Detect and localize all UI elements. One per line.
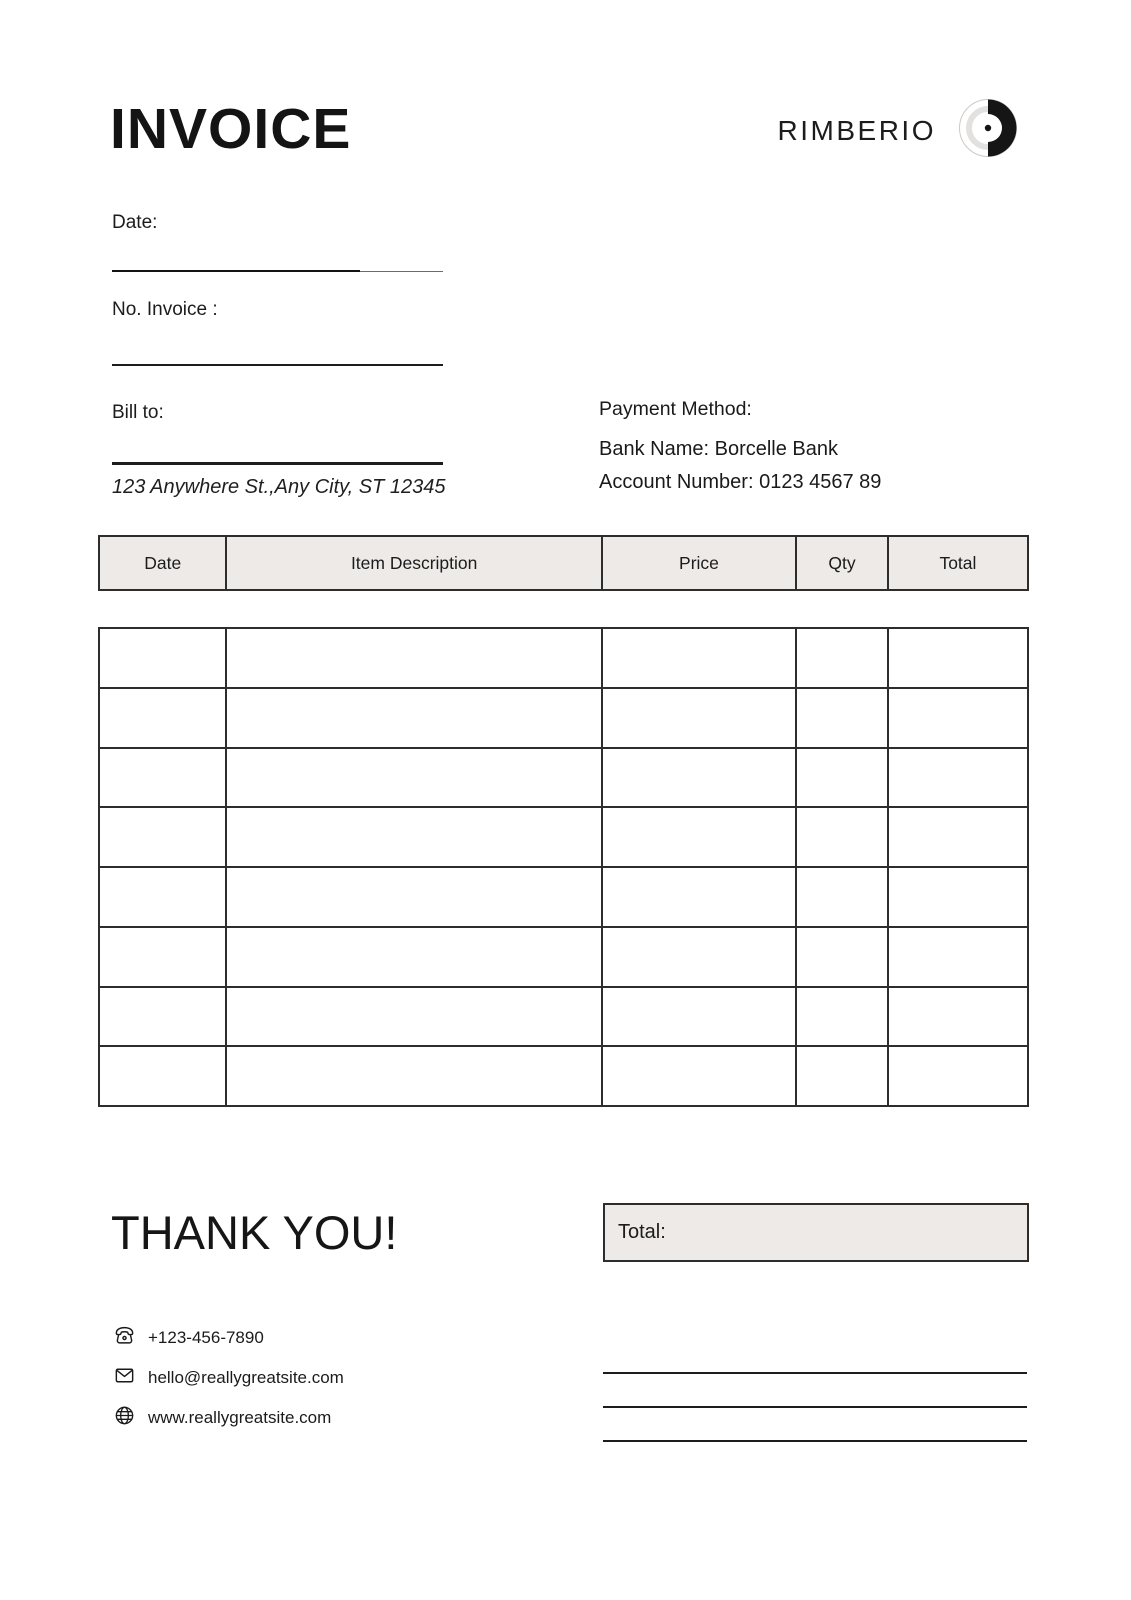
payment-method-block	[599, 398, 881, 494]
table-cell	[797, 928, 889, 986]
table-row	[100, 928, 1027, 988]
table-row	[100, 689, 1027, 749]
email-address: hello@reallygreatsite.com	[148, 1368, 344, 1387]
items-table-body	[98, 627, 1029, 1107]
envelope-icon	[113, 1364, 136, 1392]
table-cell	[603, 749, 797, 807]
date-blank-line	[112, 268, 443, 272]
table-cell	[889, 808, 1027, 866]
table-cell	[227, 808, 602, 866]
table-cell	[603, 808, 797, 866]
table-cell	[889, 868, 1027, 926]
page-title: INVOICE	[110, 97, 352, 161]
table-cell	[603, 868, 797, 926]
date-blank-line-main	[112, 270, 360, 273]
account-number: Account Number: 0123 4567 89	[599, 471, 882, 493]
table-cell	[227, 689, 602, 747]
table-cell	[603, 689, 797, 747]
table-cell	[889, 689, 1027, 747]
brand-logo-icon	[958, 98, 1018, 163]
column-header-total: Total	[939, 552, 977, 573]
table-cell	[797, 808, 889, 866]
thank-you-text: THANK YOU!	[111, 1206, 398, 1259]
bill-to-label: Bill to:	[112, 402, 164, 423]
table-row	[100, 1047, 1027, 1105]
website-row	[113, 1404, 344, 1432]
table-cell	[797, 629, 889, 687]
bill-to-blank-line	[112, 462, 443, 465]
column-header-date: Date	[100, 537, 227, 589]
table-cell	[889, 629, 1027, 687]
table-cell	[100, 1047, 227, 1105]
table-cell	[100, 629, 227, 687]
table-cell	[797, 749, 889, 807]
table-cell	[889, 928, 1027, 986]
brand-name: RIMBERIO	[777, 114, 936, 146]
table-cell	[603, 1047, 797, 1105]
table-cell	[603, 928, 797, 986]
table-cell	[603, 629, 797, 687]
items-table-header-row	[98, 535, 1029, 591]
website-url: www.reallygreatsite.com	[148, 1408, 332, 1427]
table-row	[100, 629, 1027, 689]
table-cell	[227, 988, 602, 1046]
phone-row	[113, 1324, 344, 1352]
column-header-item-description: Item Description	[227, 537, 602, 589]
table-row	[100, 749, 1027, 809]
table-row	[100, 868, 1027, 928]
payment-method-label: Payment Method:	[599, 398, 752, 420]
table-cell	[227, 629, 602, 687]
table-cell	[889, 1047, 1027, 1105]
table-cell	[100, 808, 227, 866]
contact-block	[113, 1324, 344, 1432]
table-cell	[603, 988, 797, 1046]
column-header-price: Price	[603, 537, 797, 589]
bank-name: Bank Name: Borcelle Bank	[599, 438, 839, 460]
table-cell	[227, 749, 602, 807]
table-row	[100, 988, 1027, 1048]
table-cell	[227, 928, 602, 986]
table-cell	[100, 749, 227, 807]
table-row	[100, 808, 1027, 868]
table-cell	[227, 868, 602, 926]
brand-block	[778, 98, 1018, 163]
phone-number: +123-456-7890	[148, 1328, 264, 1347]
bill-to-address: 123 Anywhere St.,Any City, ST 12345	[112, 476, 446, 498]
invoice-number-blank-line	[112, 364, 443, 366]
globe-icon	[113, 1404, 136, 1432]
table-cell	[797, 988, 889, 1046]
email-row	[113, 1364, 344, 1392]
column-header-qty: Qty	[797, 537, 889, 589]
table-cell	[100, 928, 227, 986]
table-cell	[100, 868, 227, 926]
date-label: Date:	[112, 212, 158, 233]
table-cell	[889, 988, 1027, 1046]
table-cell	[100, 988, 227, 1046]
invoice-number-label: No. Invoice :	[112, 299, 218, 320]
table-cell	[797, 1047, 889, 1105]
signature-line	[603, 1440, 1027, 1442]
table-cell	[797, 689, 889, 747]
signature-line	[603, 1406, 1027, 1408]
signature-lines	[603, 1372, 1027, 1442]
total-box	[603, 1203, 1029, 1262]
signature-line	[603, 1372, 1027, 1374]
total-label: Total:	[618, 1221, 666, 1243]
table-cell	[227, 1047, 602, 1105]
table-cell	[797, 868, 889, 926]
phone-icon	[113, 1324, 136, 1352]
table-cell	[100, 689, 227, 747]
table-cell	[889, 749, 1027, 807]
